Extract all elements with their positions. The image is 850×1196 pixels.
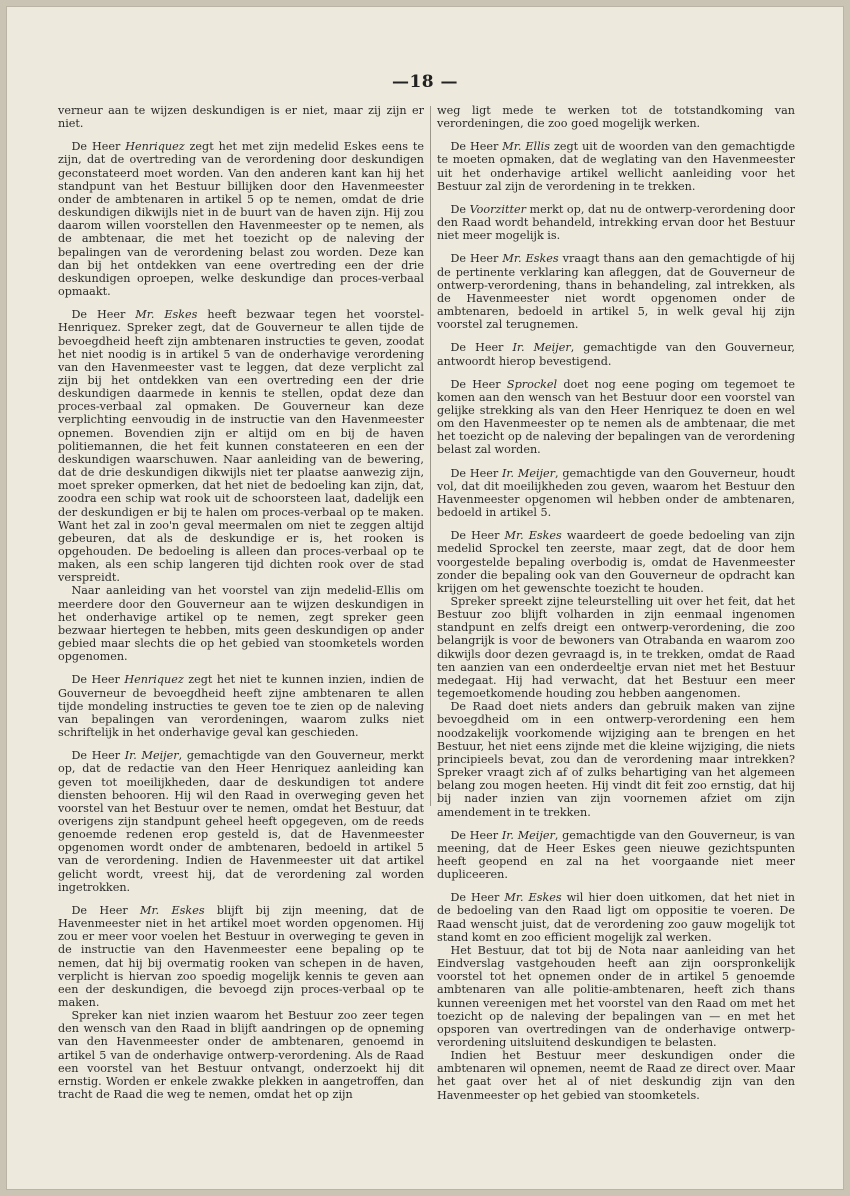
paragraph-text: zegt uit de woorden van den gemachtigde te moeten opmaken, dat de weglating van den Havenmeester uit het onderhavige artikel wellicht aanleiding voor het Bestuur zal zijn de verordening in te trekken. [437, 140, 796, 193]
page-number: —18 — [391, 72, 459, 92]
paragraph-text: doet nog eene poging om tegemoet te komen aan den wensch van het Bestuur door een voorstel van gelijke strekking als van den Heer Henriquez te doen en wel om den Havenmeester op te nemen als de ambtenaar, die met het toezicht op de naleving der bepalingen van de verordening belast zal worden. [437, 377, 795, 457]
paragraph [437, 203, 795, 242]
paragraph-text: zegt het niet te kunnen inzien, indien de Gouverneur de bevoegdheid heeft zijne ambtenaren te allen tijde mondeling instructies te geven toe te zien op de naleving van bepalingen van verordeningen, waarom zulks niet schriftelijk in het onderhavige geval kan geschieden. [58, 673, 424, 740]
paragraph-text: blijft bij zijn meening, dat de Havenmeester niet in het artikel moet worden opgenomen. Hij zou er meer voor voelen het Bestuur in overweging te geven in de instructie van den Havenmeester eene bepaling op te nemen, dat hij bij overmatig rooken van schepen in de haven, verplicht is hiervan zoo spoedig mogelijk kennis te geven aan een der deskundigen, die bevoegd zijn proces-verbaal op te maken. [58, 903, 424, 1009]
speaker-name: Mr. Eskes [504, 529, 562, 543]
paragraph-lead: De Heer [450, 377, 507, 391]
paragraph-lead: De Heer [71, 140, 126, 154]
speaker-name: Henriquez [125, 140, 185, 154]
paragraph-lead: De Heer [450, 341, 513, 355]
paragraph-text: weg ligt mede te werken tot de totstandkoming van verordeningen, die zoo goed mogelijk werken. [437, 104, 795, 131]
paragraph-text: waardeert de goede bedoeling van zijn medelid Sprockel ten zeerste, maar zegt, dat de door hem voorgestelde bepaling overbodig is, omdat de Havenmeester zonder die bepaling ook van den Gouverneur de opdracht kan krijgen om het gewenschte toezicht te houden. [437, 529, 795, 595]
paragraph-text: Spreker spreekt zijne teleurstelling uit over het feit, dat het Bestuur zoo blijft volharden in zijn eenmaal ingenomen standpunt en zelfs dreigt een ontwerp-verordening, die zoo belangrijk is voor de bewoners van Otrabanda en waarom zoo dikwijls door dezen gevraagd is, in te trekken, omdat de Raad ten aanzien van een onderdeeltje ervan niet met het Bestuur medegaat. Hij had verwacht, dat het Bestuur een meer tegemoetkomende houding zou hebben aangenomen. [437, 595, 795, 701]
speaker-name: Ir. Meijer [512, 341, 571, 355]
paragraph-text: Het Bestuur, dat tot bij de Nota naar aanleiding van het Eindverslag vastgehouden heeft aan zijn oorspronkelijk voorstel tot het opnemen onder de in artikel 5 genoemde ambtenaren van alle politie-ambtenaren, heeft zich thans kunnen vereenigen met het voorstel van den Raad om met het toezicht op de naleving der bepalingen van — en met het opsporen van overtredingen van de onderhavige ontwerp-verordening uitsluitend deskundigen te belasten. [437, 943, 795, 1049]
paragraph-lead: De Heer [450, 140, 503, 154]
paragraph-text: heeft bezwaar tegen het voorstel-Henriquez. Spreker zegt, dat de Gouverneur te allen tijde de bevoegdheid heeft zijn ambtenaren instructies te geven, zoodat het niet noodig is in artikel 5 van de onderhavige verordening van den Havenmeester vast te leggen, dat deze verplicht zal zijn bij het ontdekken van een overtreding een der drie deskundigen daarmede in kennis te stellen, opdat deze dan proces-verbaal zal opmaken. De Gouverneur kan deze verplichting eenvoudig in de instructie van den Havenmeester opnemen. Bovendien zijn er altijd om en bij de haven politiemannen, die het feit kunnen constateeren en een der deskundigen waarschuwen. Naar aanleiding van de bewering, dat de drie deskundigen dikwijls niet ter plaatse aanwezig zijn, moet spreker opmerken, dat het niet de bedoeling kan zijn, dat, zoodra een schip wat rook uit de schoorsteen laat, dadelijk een der deskundigen er bij te halen om proces-verbaal op te maken. Want het zal in zoo'n geval meermalen om niet te zeggen altijd gebeuren, dat als de deskundige er is, het rooken is opgehouden. De bedoeling is alleen dan proces-verbaal op te maken, als een schip langeren tijd dichten rook over de stad verspreidt. [58, 308, 424, 585]
paragraph-text: vraagt thans aan den gemachtigde of hij de pertinente verklaring kan afleggen, dat de Gouverneur de ontwerp-verordening, thans in behandeling, zal intrekken, als de Havenmeester niet wordt opgenomen onder de ambtenaren, bedoeld in artikel 5, in welk geval hij zijn voorstel zal terugnemen. [437, 252, 795, 332]
paragraph-lead: De Heer [71, 903, 141, 917]
paragraph-lead: De Heer [71, 673, 125, 687]
paragraph-text: Naar aanleiding van het voorstel van zijn medelid-Ellis om meerdere door den Gouverneur aan te wijzen deskundigen in het onderhavige artikel op te nemen, zegt spreker geen bezwaar hiertegen te hebben, mits geen deskundigen op ander gebied maar slechts die op het gebied van stoomketels worden opgenomen. [58, 584, 424, 664]
speaker-name: Ir. Meijer [124, 749, 179, 763]
paragraph-text: , gemachtigde van den Gouverneur, is van meening, dat de Heer Eskes geen nieuwe gezichtspunten heeft geopend en zal na het voorgaande niet meer dupliceeren. [437, 828, 795, 882]
paragraph-text: merkt op, dat nu de ontwerp-verordening door den Raad wordt behandeld, intrekking ervan door het Bestuur niet meer mogelijk is. [437, 202, 795, 243]
paragraph [58, 673, 424, 739]
speaker-name: Mr. Eskes [140, 903, 205, 917]
paragraph-text: De Raad doet niets anders dan gebruik maken van zijne bevoegdheid om in een ontwerp-verordening een hem noodzakelijk voorkomende wijziging aan te brengen en het Bestuur, het niet eens zijnde met die kleine wijziging, die niets principieels bevat, zou dan de verordening maar intrekken? Spreker vraagt zich af of zulks behartiging van het algemeen belang zou mogen heeten. Hij vindt dit feit zoo ernstig, dat hij bij nader inzien van zijn voornemen afziet om zijn amendement in te trekken. [437, 700, 795, 819]
speaker-name: Voorzitter [469, 202, 526, 216]
paragraph-lead: De Heer [71, 749, 125, 763]
speaker-name: Henriquez [124, 673, 184, 687]
paragraph-text: Indien het Bestuur meer deskundigen onder die ambtenaren wil opnemen, neemt de Raad ze direct over. Maar het gaat over het al of niet deskundig zijn van den Havenmeester op het gebied van stoomketels. [437, 1049, 795, 1102]
column-divider [430, 106, 431, 806]
speaker-name: Mr. Ellis [502, 140, 551, 154]
paragraph [58, 1009, 424, 1101]
paragraph-lead: De Heer [450, 252, 503, 266]
left-column [58, 104, 424, 1111]
paragraph [58, 140, 424, 298]
paragraph [437, 944, 795, 1049]
paragraph-text: zegt het met zijn medelid Eskes eens te zijn, dat de overtreding van de verordening door deskundigen geconstateerd moet worden. Van den anderen kant kan hij het standpunt van het Bestuur billijken door den Havenmeester onder de ambtenaren in artikel 5 op te nemen, omdat de drie deskundigen dikwijls niet in de buurt van de haven zijn. Hij zou daarom willen voorstellen den Havenmeester op te nemen, als de ambtenaar, die met het toezicht op de naleving der bepalingen van de verordening belast zou worden. Deze kan dan bij het ontdekken van eene overtreding een der drie deskundigen oproepen, welke deskundige dan proces-verbaal opmaakt. [58, 140, 424, 299]
paragraph [437, 341, 795, 367]
paragraph-lead: De Heer [450, 529, 505, 543]
paragraph [437, 252, 795, 331]
paragraph-text: , gemachtigde van den Gouverneur, merkt op, dat de redactie van den Heer Henriquez aanleiding kan geven tot moeilijkheden, daar de deskundigen tot andere diensten behooren. Hij wil den Raad in overweging geven het voorstel van het Bestuur over te nemen, omdat het Bestuur, dat overigens zijn standpunt geheel heeft opgegeven, om de reeds genoemde redenen erop gesteld is, dat de Havenmeester opgenomen wordt onder de ambtenaren, bedoeld in artikel 5 van de verordening. Indien de Havenmeester uit dat artikel gelicht wordt, vreest hij, dat de verordening zal worden ingetrokken. [58, 749, 424, 894]
paragraph-text: wil hier doen uitkomen, dat het niet in de bedoeling van den Raad ligt om oppositie te voeren. De Raad wenscht juist, dat de verordening zoo gauw mogelijk tot stand komt en zoo efficient mogelijk zal werken. [437, 891, 795, 944]
paragraph [58, 308, 424, 584]
paragraph [437, 140, 795, 193]
paragraph-text: verneur aan te wijzen deskundigen is er niet, maar zij zijn er niet. [58, 104, 424, 131]
paragraph [437, 467, 795, 520]
paragraph-lead: De Heer [450, 828, 502, 842]
speaker-name: Mr. Eskes [135, 308, 198, 322]
speaker-name: Ir. Meijer [501, 828, 555, 842]
speaker-name: Mr. Eskes [502, 252, 559, 266]
right-column [437, 104, 795, 1112]
paragraph [58, 104, 424, 130]
paragraph [58, 749, 424, 894]
paragraph [437, 529, 795, 595]
paragraph [58, 584, 424, 663]
paragraph-text: , gemachtigde van den Gouverneur, houdt vol, dat dit moeilijkheden zou geven, waarom het Bestuur den Havenmeester opgenomen wil hebben onder de ambtenaren, bedoeld in artikel 5. [437, 466, 795, 520]
speaker-name: Sprockel [506, 377, 558, 391]
paragraph [58, 904, 424, 1009]
paragraph [437, 104, 795, 130]
paragraph [437, 595, 795, 700]
paragraph [437, 1049, 795, 1102]
paragraph-text: , gemachtigde van den Gouverneur, antwoordt hierop bevestigend. [437, 341, 795, 368]
paragraph-lead: De [450, 202, 470, 216]
paragraph [437, 891, 795, 944]
paragraph-lead: De Heer [450, 466, 502, 480]
paragraph-lead: De Heer [71, 308, 136, 322]
speaker-name: Mr. Eskes [504, 891, 562, 905]
paragraph [437, 378, 795, 457]
paragraph-lead: De Heer [450, 891, 505, 905]
paragraph-text: Spreker kan niet inzien waarom het Bestuur zoo zeer tegen den wensch van den Raad in blijft aandringen op de opneming van den Havenmeester onder de ambtenaren, genoemd in artikel 5 van de onderhavige ontwerp-verordening. Als de Raad een voorstel van het Bestuur ontvangt, onderzoekt hij dit ernstig. Worden er enkele zwakke plekken in aangetroffen, dan tracht de Raad die weg te nemen, omdat het op zijn [58, 1009, 424, 1102]
paragraph [437, 829, 795, 882]
speaker-name: Ir. Meijer [502, 466, 555, 480]
paragraph [437, 700, 795, 818]
